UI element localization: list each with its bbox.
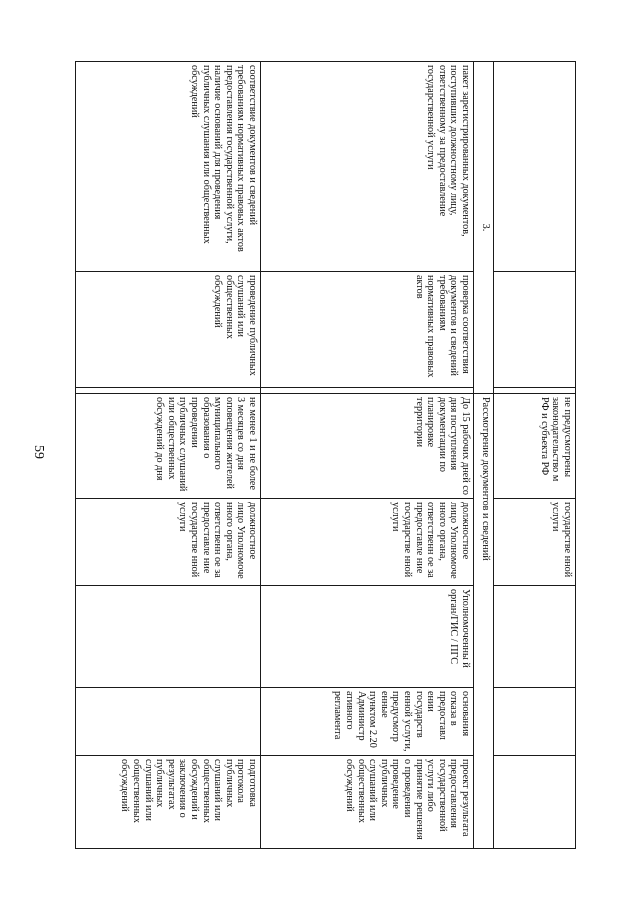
rotated-page bbox=[76, 61, 576, 848]
cell-top-4: не предусмотрены законодательство м РФ и субъекта РФ bbox=[494, 394, 576, 499]
cell-top-2 bbox=[494, 272, 576, 388]
cell-result: проект результата предоставления государственной услуги либо принятие решения о проведении проведение публичных слушаний или общественных обсуждений bbox=[261, 756, 474, 849]
cell-deadline: До 15 рабочих дней со дня поступления документации по планировке территории bbox=[261, 394, 474, 499]
cell-top-6 bbox=[494, 586, 576, 688]
section-number: 3. bbox=[474, 62, 494, 394]
cell-top-5: государстве нной услуги bbox=[494, 499, 576, 586]
cell-system: Уполномоченны й орган/ГИС / ПГС bbox=[261, 586, 474, 688]
section-row bbox=[474, 62, 494, 849]
cell-responsible: должностное лицо Уполномоче нного органа, ответственн ое за предоставле ние государстве нной услуги bbox=[76, 499, 261, 586]
cell-system bbox=[76, 586, 261, 688]
cell-action: проведение публичных слушаний или общественных обсуждений bbox=[76, 272, 261, 388]
cell-top-1 bbox=[494, 62, 576, 272]
cell-top-7 bbox=[494, 688, 576, 756]
cell-responsible: должностное лицо Уполномоче нного органа, ответственн ое за предоставле ние государстве нной услуги bbox=[261, 499, 474, 586]
cell-action: проверка соответствия документов и сведений требованиям нормативных правовых актов bbox=[261, 272, 474, 388]
table-row bbox=[76, 62, 261, 849]
page-number: 59 bbox=[31, 445, 46, 459]
cell-input: соответствие документов и сведений требованиям нормативных правовых актов предоставления государственной услуги, наличие оснований для проведения публичных слушания или общественных обсуждений bbox=[76, 62, 261, 272]
procedure-table bbox=[75, 61, 576, 849]
section-title: Рассмотрение документов и сведений bbox=[474, 394, 494, 849]
cell-result: подготовка протокола публичных слушаний или общественных обсуждений и заключения о результатах публичных слушаний или общественных обсуждений bbox=[76, 756, 261, 849]
cell-deadline: не менее 1 и не более 3 месяцев со дня оповещения жителей муниципального образования о проведении публичных слушаний или общественных обсуждений до дня bbox=[76, 394, 261, 499]
table-row bbox=[261, 62, 474, 849]
cell-criteria: основания отказа в предоставл ении государств енной услуги, предусмотр енные пунктом 2.20 Администр ативного регламента bbox=[261, 688, 474, 756]
cell-input: пакет зарегистрированных документов, поступивших должностному лицу, ответственному за предоставление государственной услуги bbox=[261, 62, 474, 272]
cell-criteria bbox=[76, 688, 261, 756]
table-row-top bbox=[494, 62, 576, 849]
cell-top-8 bbox=[494, 756, 576, 849]
